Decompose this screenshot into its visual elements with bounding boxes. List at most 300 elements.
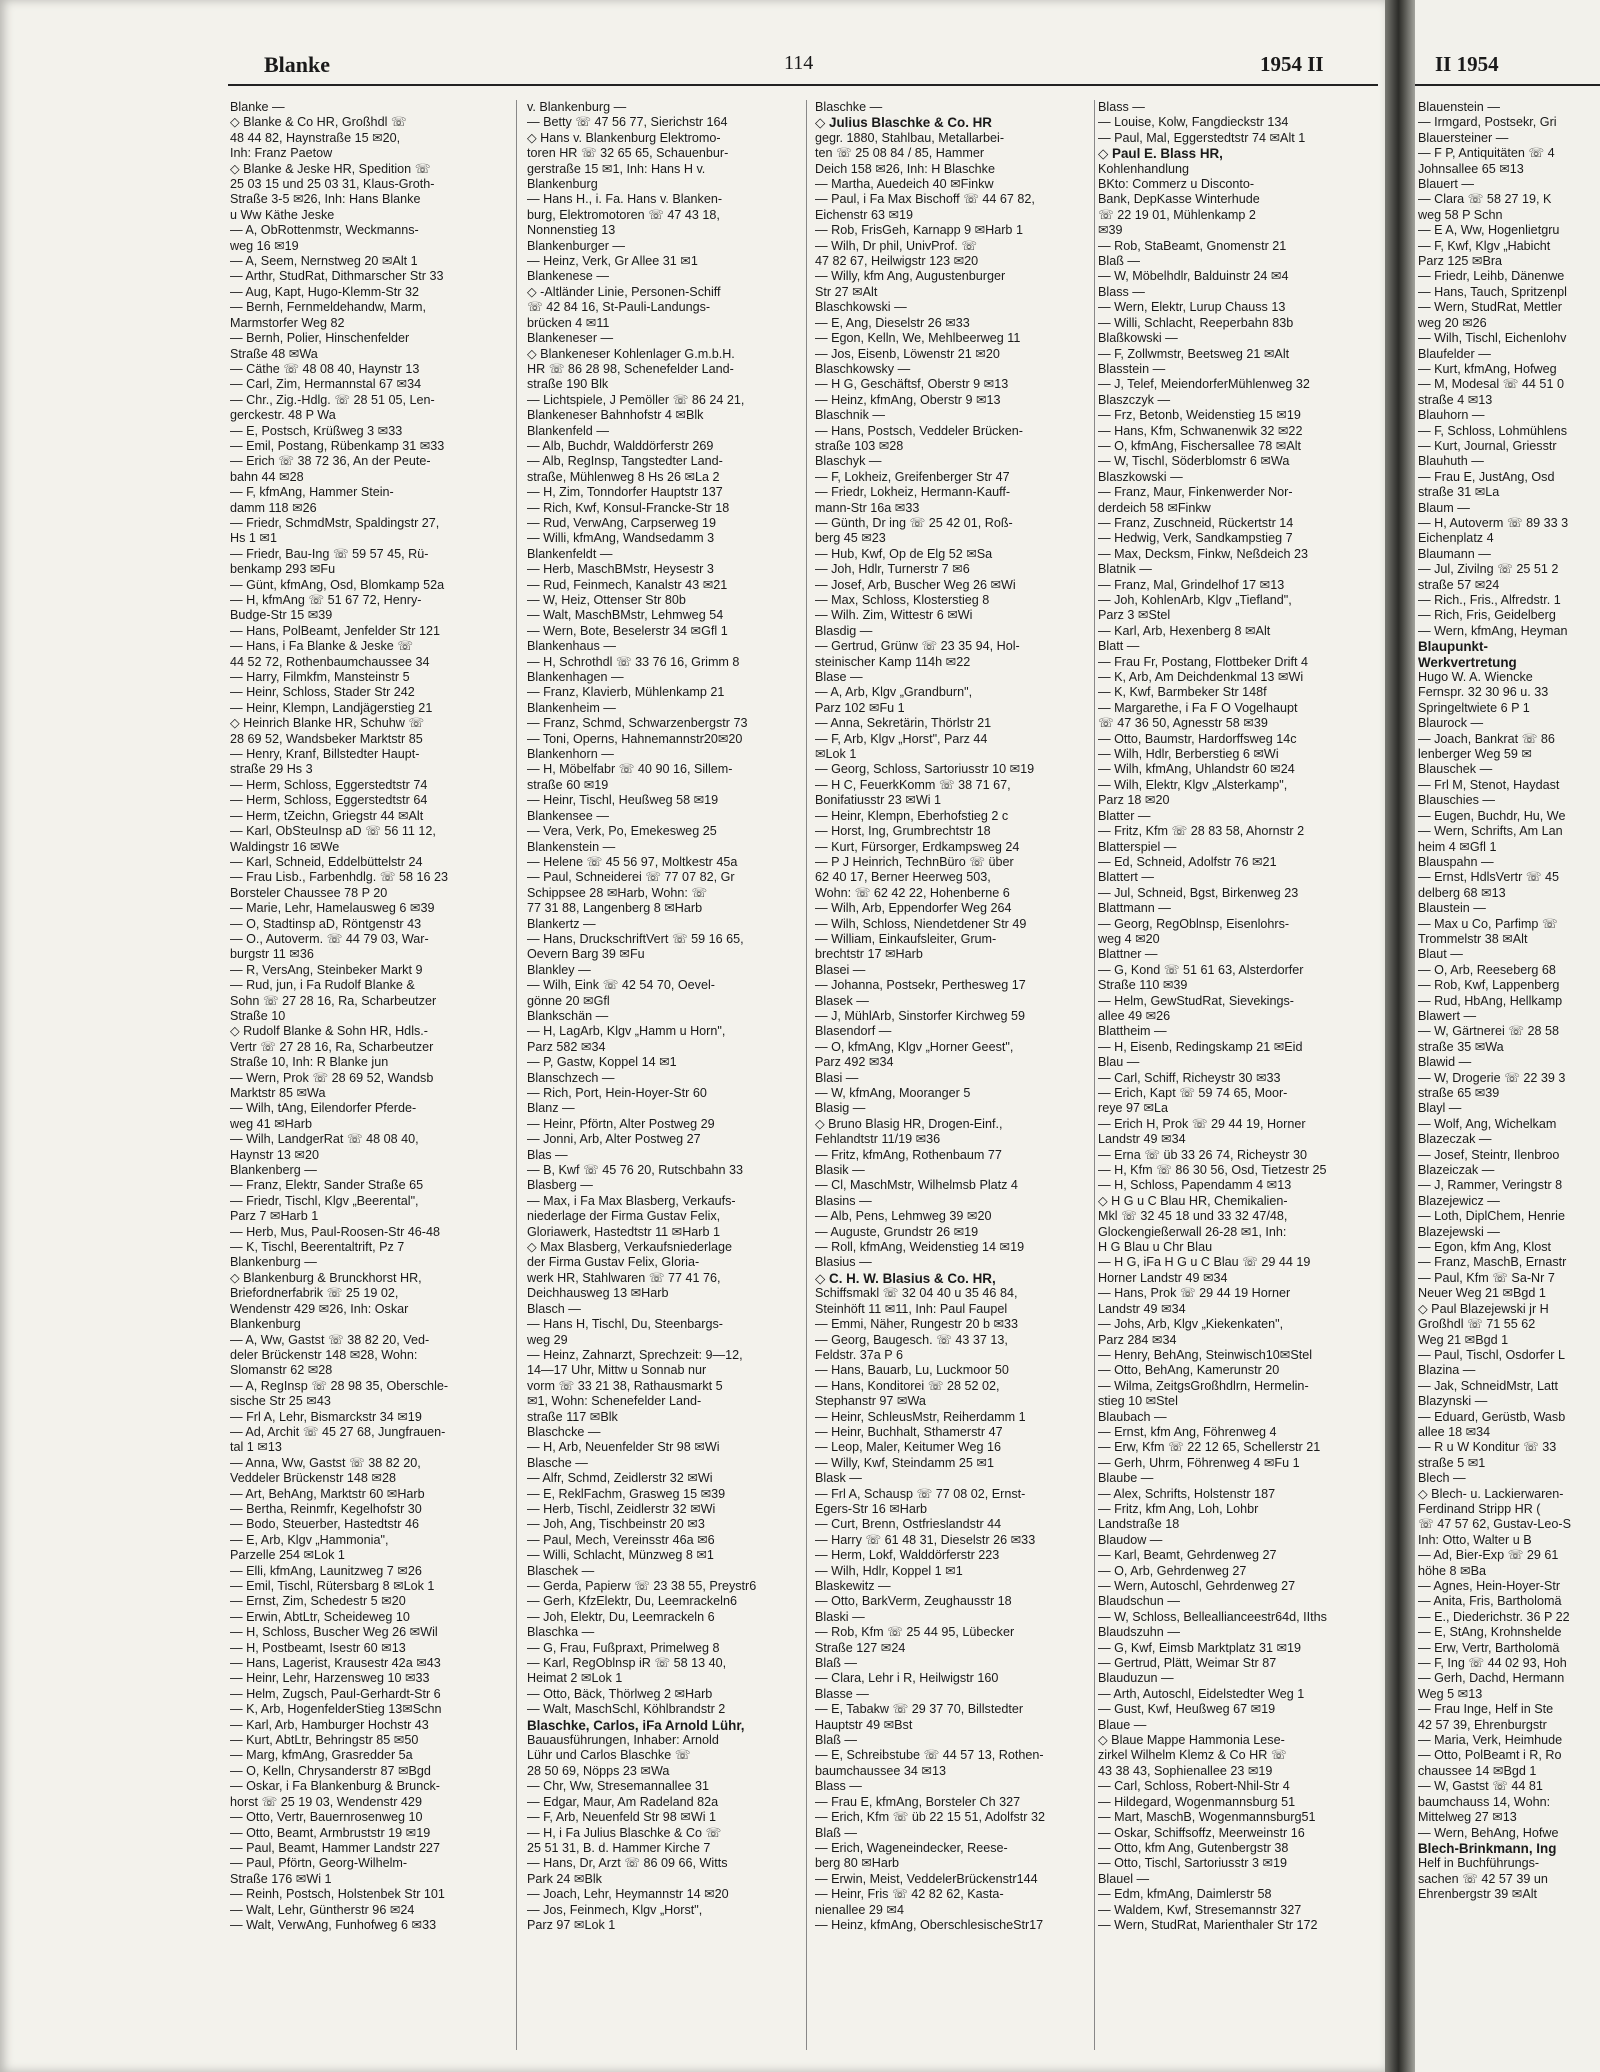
directory-entry-line: — Hans, Lagerist, Krausestr 42a ✉43 bbox=[230, 1656, 441, 1671]
directory-entry-line: ◇ Bruno Blasig HR, Drogen-Einf., bbox=[815, 1116, 1003, 1131]
directory-entry-line: — F, Kwf, Klgv „Habicht bbox=[1418, 238, 1551, 253]
directory-entry-line: — Eugen, Buchdr, Hu, We bbox=[1418, 808, 1566, 823]
directory-entry-line: — Jul, Zivilng ☏ 25 51 2 bbox=[1418, 562, 1559, 577]
directory-entry-line: Bonifatiusstr 23 ✉Wi 1 bbox=[815, 793, 942, 808]
directory-entry-line: — Herm, Schloss, Eggerstedtstr 74 bbox=[230, 777, 428, 792]
directory-entry-line: — Walt, MaschBMstr, Lehmweg 54 bbox=[527, 608, 724, 623]
directory-entry-line: — Heinr, Klempn, Eberhofstieg 2 c bbox=[815, 808, 1009, 823]
directory-entry-line: Fernspr. 32 30 96 u. 33 bbox=[1418, 685, 1549, 700]
directory-entry-line: — Edgar, Maur, Am Radeland 82a bbox=[527, 1794, 719, 1809]
directory-entry-line: delberg 68 ✉13 bbox=[1418, 885, 1506, 900]
directory-entry-line: — Clara, Lehr i R, Heilwigstr 160 bbox=[815, 1671, 999, 1686]
directory-entry-line: — Marie, Lehr, Hamelausweg 6 ✉39 bbox=[230, 901, 435, 916]
directory-entry-line: — F, kfmAng, Hammer Stein- bbox=[230, 485, 394, 500]
directory-entry-line: — A, Seem, Nernstweg 20 ✉Alt 1 bbox=[230, 254, 418, 269]
directory-entry-line: Blankeneser — bbox=[527, 331, 614, 346]
directory-entry-line: — Rich, Port, Hein-Hoyer-Str 60 bbox=[527, 1086, 707, 1100]
directory-entry-line: — Hans, Postsch, Veddeler Brücken- bbox=[815, 423, 1023, 438]
directory-entry-line: Blaschyk — bbox=[815, 454, 882, 469]
column-2 bbox=[527, 100, 803, 2060]
directory-entry-line: — Cäthe ☏ 48 08 40, Haynstr 13 bbox=[230, 361, 420, 376]
directory-entry-line: — Karl, Beamt, Gehrdenweg 27 bbox=[1098, 1548, 1277, 1563]
directory-entry-line: — Martha, Auedeich 40 ✉Finkw bbox=[815, 177, 994, 192]
directory-entry-line: — Max, i Fa Max Blasberg, Verkaufs- bbox=[527, 1193, 736, 1208]
directory-entry-line: — Rob, Kfm ☏ 25 44 95, Lübecker bbox=[815, 1625, 1015, 1640]
directory-entry-line: ◇ Julius Blaschke & Co. HR bbox=[815, 115, 992, 131]
directory-entry-line: — Franz, Klavierb, Mühlenkamp 21 bbox=[527, 685, 725, 700]
directory-entry-line: — Joh, Elektr, Du, Leemrackeln 6 bbox=[527, 1609, 715, 1624]
directory-entry-line: — Toni, Operns, Hahnemannstr20✉20 bbox=[527, 731, 743, 746]
directory-entry-line: — H, i Fa Julius Blaschke & Co ☏ bbox=[527, 1825, 722, 1840]
directory-entry-line: — Georg, Baugesch. ☏ 43 37 13, bbox=[815, 1332, 1008, 1347]
directory-entry-line: — Herb, MaschBMstr, Heysestr 3 bbox=[527, 562, 714, 577]
directory-entry-line: Blaut — bbox=[1418, 947, 1463, 962]
directory-entry-line: Lühr und Carlos Blaschke ☏ bbox=[527, 1748, 691, 1763]
directory-entry-line: ◇ Blankenburg & Brunckhorst HR, bbox=[230, 1270, 422, 1285]
directory-entry-line: ◇ Blanke & Co HR, Großhdl ☏ bbox=[230, 115, 407, 130]
directory-entry-line: Blankenburg bbox=[527, 177, 598, 192]
directory-entry-line: — Hans, Konditorei ☏ 28 52 02, bbox=[815, 1378, 1000, 1393]
directory-entry-line: u Ww Käthe Jeske bbox=[230, 207, 335, 222]
directory-entry-line: — Hildegard, Wogenmannsburg 51 bbox=[1098, 1794, 1296, 1809]
directory-entry-line: Blazina — bbox=[1418, 1363, 1476, 1378]
directory-entry-line: — Wern, Bote, Beselerstr 34 ✉Gfl 1 bbox=[527, 623, 728, 638]
directory-entry-line: niederlage der Firma Gustav Felix, bbox=[527, 1209, 721, 1224]
directory-entry-line: ◇ Hans v. Blankenburg Elektromo- bbox=[527, 130, 721, 145]
column-3 bbox=[815, 100, 1091, 2060]
directory-entry-line: — Alb, Pens, Lehmweg 39 ✉20 bbox=[815, 1209, 992, 1224]
directory-entry-line: — Wilh. Zim, Wittestr 6 ✉Wi bbox=[815, 608, 973, 623]
directory-entry-line: — Herb, Mus, Paul-Roosen-Str 46-48 bbox=[230, 1224, 440, 1239]
directory-entry-line: — Joh, Ang, Tischbeinstr 20 ✉3 bbox=[527, 1517, 705, 1532]
directory-entry-line: — Helene ☏ 45 56 97, Moltkestr 45a bbox=[527, 854, 738, 869]
directory-entry-line: Blankensee — bbox=[527, 808, 609, 823]
directory-entry-line: — Alb, Buchdr, Walddörferstr 269 bbox=[527, 438, 714, 453]
directory-entry-line: — Emil, Postang, Rübenkamp 31 ✉33 bbox=[230, 438, 445, 453]
directory-entry-line: — Clara ☏ 58 27 19, K bbox=[1418, 192, 1552, 207]
directory-entry-line: — Hans, Kfm, Schwanenwik 32 ✉22 bbox=[1098, 423, 1303, 438]
column-divider bbox=[516, 100, 517, 2050]
directory-entry-line: — Otto, Beamt, Armbruststr 19 ✉19 bbox=[230, 1825, 431, 1840]
directory-entry-line: Blass — bbox=[815, 1779, 862, 1794]
directory-entry-line: Blankenheim — bbox=[527, 700, 616, 715]
directory-entry-line: ◇ Blankeneser Kohlenlager G.m.b.H. bbox=[527, 346, 735, 361]
directory-entry-line: — W, Tischl, Söderblomstr 6 ✉Wa bbox=[1098, 454, 1290, 469]
directory-entry-line: baumchaussee 34 ✉13 bbox=[815, 1763, 946, 1778]
directory-entry-line: — Carl, Zim, Hermannstal 67 ✉34 bbox=[230, 377, 422, 392]
directory-entry-line: — E, StAng, Krohnshelde bbox=[1418, 1625, 1562, 1640]
directory-entry-line: — H C, FeuerkKomm ☏ 38 71 67, bbox=[815, 777, 1011, 792]
directory-entry-line: — Wilma, ZeitgsGroßhdlrn, Hermelin- bbox=[1098, 1378, 1309, 1393]
directory-entry-line: Blaudszuhn — bbox=[1098, 1625, 1180, 1640]
directory-entry-line: — Gertrud, Plätt, Weimar Str 87 bbox=[1098, 1656, 1277, 1671]
directory-entry-line: — Frau E, kfmAng, Borsteler Ch 327 bbox=[815, 1794, 1021, 1809]
directory-entry-line: — Wilh, kfmAng, Uhlandstr 60 ✉24 bbox=[1098, 762, 1295, 777]
directory-entry-line: ◇ Blech- u. Lackierwaren- bbox=[1418, 1486, 1564, 1501]
directory-entry-line: Blauduzun — bbox=[1098, 1671, 1174, 1686]
directory-entry-line: Parz 3 ✉Stel bbox=[1098, 608, 1171, 623]
directory-entry-line: — Rich, Kwf, Konsul-Francke-Str 18 bbox=[527, 500, 730, 515]
directory-entry-line: — Waldem, Kwf, Stresemannstr 327 bbox=[1098, 1902, 1302, 1917]
directory-entry-line: Blankeneser Bahnhofstr 4 ✉Blk bbox=[527, 408, 704, 423]
directory-entry-line: — H, Kfm ☏ 86 30 56, Osd, Tietzestr 25 bbox=[1098, 1163, 1327, 1178]
directory-entry-line: — O, kfmAng, Fischersallee 78 ✉Alt bbox=[1098, 438, 1302, 453]
directory-entry-line: — E, Schreibstube ☏ 44 57 13, Rothen- bbox=[815, 1748, 1044, 1763]
directory-entry-line: Blaskewitz — bbox=[815, 1579, 891, 1593]
directory-entry-line: ◇ Blanke & Jeske HR, Spedition ☏ bbox=[230, 161, 431, 176]
directory-entry-line: Bank, DepKasse Winterhude bbox=[1098, 192, 1260, 207]
directory-entry-line: — Friedr, Leihb, Dänenwe bbox=[1418, 269, 1565, 284]
directory-entry-line: — Erwin, Meist, VeddelerBrückenstr144 bbox=[815, 1871, 1038, 1886]
directory-entry-line: Blass — bbox=[1098, 284, 1145, 299]
directory-entry-line: straße 60 ✉19 bbox=[527, 777, 609, 792]
directory-entry-line: — H, Postbeamt, Isestr 60 ✉13 bbox=[230, 1640, 406, 1655]
directory-entry-line: Waldingstr 16 ✉We bbox=[230, 839, 340, 854]
directory-entry-line: — H, Zim, Tonndorfer Hauptstr 137 bbox=[527, 485, 723, 500]
directory-entry-line: — Herm, Lokf, Walddörferstr 223 bbox=[815, 1548, 1000, 1563]
directory-entry-line: Marktstr 85 ✉Wa bbox=[230, 1086, 326, 1100]
directory-entry-line: — H G, iFa H G u C Blau ☏ 29 44 19 bbox=[1098, 1255, 1311, 1270]
directory-entry-line: — Loth, DiplChem, Henrie bbox=[1418, 1209, 1565, 1224]
directory-entry-line: — E, Ang, Dieselstr 26 ✉33 bbox=[815, 315, 970, 330]
directory-entry-line: bahn 44 ✉28 bbox=[230, 469, 304, 484]
directory-entry-line: — Erw, Vertr, Bartholomä bbox=[1418, 1640, 1560, 1655]
directory-entry-line: Blankenhorn — bbox=[527, 747, 614, 762]
directory-entry-line: Blauert — bbox=[1418, 177, 1474, 192]
directory-entry-line: — Karl, Arb, Hexenberg 8 ✉Alt bbox=[1098, 623, 1271, 638]
directory-entry-line: — Hans, Prok ☏ 29 44 19 Horner bbox=[1098, 1286, 1291, 1301]
directory-entry-line: — F, Schloss, Lohmühlens bbox=[1418, 423, 1568, 438]
directory-entry-line: Wendenstr 429 ✉26, Inh: Oskar bbox=[230, 1301, 409, 1316]
directory-entry-line: Horner Landstr 49 ✉34 bbox=[1098, 1270, 1228, 1285]
directory-entry-line: straße, Mühlenweg 8 Hs 26 ✉La 2 bbox=[527, 469, 720, 484]
directory-entry-line: — Alb, RegInsp, Tangstedter Land- bbox=[527, 454, 723, 469]
directory-entry-line: — Cl, MaschMstr, Wilhelmsb Platz 4 bbox=[815, 1178, 1018, 1193]
directory-entry-line: — Gerh, Uhrm, Föhrenweg 4 ✉Fu 1 bbox=[1098, 1455, 1300, 1470]
directory-entry-line: — Franz, Zuschneid, Rückertstr 14 bbox=[1098, 515, 1294, 530]
directory-entry-line: Straße 48 ✉Wa bbox=[230, 346, 318, 361]
directory-entry-line: Hs 1 ✉1 bbox=[230, 531, 277, 546]
directory-entry-line: Blankley — bbox=[527, 962, 591, 977]
directory-entry-line: Blauhorn — bbox=[1418, 408, 1485, 423]
directory-entry-line: Blaschnik — bbox=[815, 408, 885, 423]
directory-entry-line: — Rob, FrisGeh, Karnapp 9 ✉Harb 1 bbox=[815, 223, 1023, 238]
directory-entry-line: — F, Ing ☏ 44 02 93, Hoh bbox=[1418, 1656, 1567, 1671]
directory-entry-line: — H, Schrothdl ☏ 33 76 16, Grimm 8 bbox=[527, 654, 740, 669]
directory-entry-line: — K, Tischl, Beerentaltrift, Pz 7 bbox=[230, 1240, 405, 1255]
directory-entry-line: Blanke — bbox=[230, 100, 285, 114]
directory-entry-line: — Wilh, Eink ☏ 42 54 70, Oevel- bbox=[527, 978, 715, 993]
directory-entry-line: — Joach, Bankrat ☏ 86 bbox=[1418, 731, 1555, 746]
directory-entry-line: weg 16 ✉19 bbox=[230, 238, 299, 253]
directory-entry-line: — Frl A, Lehr, Bismarckstr 34 ✉19 bbox=[230, 1409, 422, 1424]
directory-entry-line: 28 50 69, Nöpps 23 ✉Wa bbox=[527, 1763, 670, 1778]
directory-entry-line: Vertr ☏ 27 28 16, Ra, Scharbeutzer bbox=[230, 1039, 434, 1054]
directory-entry-line: — Rud, HbAng, Hellkamp bbox=[1418, 993, 1563, 1008]
directory-entry-line: Blankenberg — bbox=[230, 1163, 317, 1178]
directory-entry-line: Blaß — bbox=[1098, 254, 1140, 269]
directory-entry-line: Parz 18 ✉20 bbox=[1098, 793, 1170, 808]
directory-entry-line: — Paul, i Fa Max Bischoff ☏ 44 67 82, bbox=[815, 192, 1035, 207]
directory-entry-line: Blaschka — bbox=[527, 1625, 595, 1640]
directory-entry-line: — Henry, Kranf, Billstedter Haupt- bbox=[230, 747, 420, 762]
directory-entry-line: — Hans, DruckschriftVert ☏ 59 16 65, bbox=[527, 931, 744, 946]
directory-entry-line: — Alfr, Schmd, Zeidlerstr 32 ✉Wi bbox=[527, 1471, 713, 1486]
directory-entry-line: — H, LagArb, Klgv „Hamm u Horn", bbox=[527, 1024, 726, 1039]
directory-entry-line: — Otto, PolBeamt i R, Ro bbox=[1418, 1748, 1562, 1763]
directory-entry-line: — Eduard, Gerüstb, Wasb bbox=[1418, 1409, 1566, 1424]
directory-entry-line: Feldstr. 37a P 6 bbox=[815, 1347, 903, 1362]
directory-entry-line: Blaubach — bbox=[1098, 1409, 1167, 1424]
directory-entry-line: — Rud, Feinmech, Kanalstr 43 ✉21 bbox=[527, 577, 728, 592]
directory-entry-line: — K, Arb, Am Deichdenkmal 13 ✉Wi bbox=[1098, 670, 1304, 685]
directory-entry-line: Blasig — bbox=[815, 1101, 866, 1116]
directory-entry-line: — Anna, Sekretärin, Thörlstr 21 bbox=[815, 716, 992, 731]
directory-entry-line: Blaumann — bbox=[1418, 546, 1491, 561]
directory-entry-line: benkamp 293 ✉Fu bbox=[230, 562, 336, 577]
directory-entry-line: Ehrenbergstr 39 ✉Alt bbox=[1418, 1887, 1538, 1902]
directory-entry-line: — Chr, Ww, Stresemannallee 31 bbox=[527, 1779, 709, 1794]
directory-entry-line: — R u W Konditur ☏ 33 bbox=[1418, 1440, 1557, 1455]
directory-entry-line: Blaszczyk — bbox=[1098, 392, 1171, 407]
directory-entry-line: — Willi, Schlacht, Münzweg 8 ✉1 bbox=[527, 1548, 714, 1563]
directory-entry-line: Blasstein — bbox=[1098, 361, 1166, 376]
directory-entry-line: Ferdinand Stripp HR ( bbox=[1418, 1501, 1541, 1516]
directory-entry-line: Trommelstr 38 ✉Alt bbox=[1418, 931, 1528, 946]
directory-entry-line: sische Str 25 ✉43 bbox=[230, 1394, 331, 1409]
directory-entry-line: Blazejewski — bbox=[1418, 1224, 1500, 1239]
directory-entry-line: Nonnenstieg 13 bbox=[527, 223, 616, 238]
directory-entry-line: — Otto, Tischl, Sartoriusstr 3 ✉19 bbox=[1098, 1856, 1288, 1871]
directory-entry-line: Blaß — bbox=[815, 1733, 857, 1748]
directory-entry-line: — E A, Ww, Hogenlietgru bbox=[1418, 223, 1560, 238]
directory-entry-line: Blasdig — bbox=[815, 623, 873, 638]
directory-entry-line: — Lichtspiele, J Pemöller ☏ 86 24 21, bbox=[527, 392, 745, 407]
directory-entry-line: — Karl, ObSteuInsp aD ☏ 56 11 12, bbox=[230, 824, 436, 839]
directory-entry-line: — Wern, StudRat, Marienthaler Str 172 bbox=[1098, 1917, 1318, 1932]
directory-entry-line: Bauausführungen, Inhaber: Arnold bbox=[527, 1733, 719, 1748]
directory-entry-line: sachen ☏ 42 57 39 un bbox=[1418, 1871, 1548, 1886]
directory-entry-line: Parz 102 ✉Fu 1 bbox=[815, 700, 905, 715]
directory-entry-line: — Hans, Dr, Arzt ☏ 86 09 66, Witts bbox=[527, 1856, 728, 1871]
directory-entry-line: — Rud, VerwAng, Carpserweg 19 bbox=[527, 515, 716, 530]
directory-entry-line: — Curt, Brenn, Ostfrieslandstr 44 bbox=[815, 1517, 1002, 1532]
directory-entry-line: — H, Schloss, Papendamm 4 ✉13 bbox=[1098, 1178, 1292, 1193]
directory-entry-line: weg 29 bbox=[527, 1332, 568, 1347]
directory-entry-line: Blauspahn — bbox=[1418, 854, 1494, 869]
directory-entry-line: ◇ Heinrich Blanke HR, Schuhw ☏ bbox=[230, 716, 425, 731]
directory-entry-line: — G, Kwf, Eimsb Marktplatz 31 ✉19 bbox=[1098, 1640, 1302, 1655]
directory-entry-line: Blaustein — bbox=[1418, 901, 1486, 916]
directory-entry-line: Parz 492 ✉34 bbox=[815, 1055, 894, 1070]
directory-entry-line: ✉Lok 1 bbox=[815, 747, 857, 762]
directory-entry-line: — Ad, Archit ☏ 45 27 68, Jungfrauen- bbox=[230, 1424, 446, 1439]
directory-entry-line: — E, Tabakw ☏ 29 37 70, Billstedter bbox=[815, 1702, 1024, 1717]
directory-entry-line: — Paul, Mal, Eggerstedtstr 74 ✉Alt 1 bbox=[1098, 130, 1306, 145]
directory-entry-line: — Otto, kfm Ang, Gutenbergstr 38 bbox=[1098, 1840, 1289, 1855]
directory-entry-line: — F, Arb, Klgv „Horst", Parz 44 bbox=[815, 731, 988, 746]
directory-entry-line: Neuer Weg 21 ✉Bgd 1 bbox=[1418, 1286, 1546, 1301]
directory-entry-line: — Frau Lisb., Farbenhdlg. ☏ 58 16 23 bbox=[230, 870, 449, 885]
directory-entry-line: Blauenstein — bbox=[1418, 100, 1500, 114]
directory-entry-line: horst ☏ 25 19 03, Wendenstr 429 bbox=[230, 1794, 422, 1809]
directory-entry-line: allee 18 ✉34 bbox=[1418, 1424, 1491, 1439]
directory-entry-line: ◇ C. H. W. Blasius & Co. HR, bbox=[815, 1270, 996, 1286]
directory-entry-line: Wohn: ☏ 62 42 22, Hohenberne 6 bbox=[815, 885, 1010, 900]
directory-entry-line: — Ernst, kfm Ang, Föhrenweg 4 bbox=[1098, 1424, 1277, 1439]
directory-entry-line: allee 49 ✉26 bbox=[1098, 1008, 1171, 1023]
directory-entry-line: 43 38 43, Sophienallee 23 ✉19 bbox=[1098, 1763, 1273, 1778]
directory-entry-line: Blankenhagen — bbox=[527, 670, 624, 685]
directory-entry-line: Weg 21 ✉Bgd 1 bbox=[1418, 1332, 1509, 1347]
directory-entry-line: — Rud, jun, i Fa Rudolf Blanke & bbox=[230, 978, 415, 993]
directory-entry-line: — Heinr, Pförtn, Alter Postweg 29 bbox=[527, 1116, 715, 1131]
directory-entry-line: v. Blankenburg — bbox=[527, 100, 627, 114]
directory-entry-line: Blattert — bbox=[1098, 870, 1154, 885]
directory-entry-line: — Paul, Tischl, Osdorfer L bbox=[1418, 1347, 1565, 1362]
directory-entry-line: Helf in Buchführungs- bbox=[1418, 1856, 1540, 1871]
directory-entry-line: — Wolf, Ang, Wichelkam bbox=[1418, 1116, 1557, 1131]
directory-entry-line: — Frau Inge, Helf in Ste bbox=[1418, 1702, 1554, 1717]
directory-entry-line: Hugo W. A. Wiencke bbox=[1418, 670, 1533, 685]
directory-entry-line: — Heinz, kfmAng, OberschlesischeStr17 bbox=[815, 1917, 1044, 1932]
directory-entry-line: Blech — bbox=[1418, 1471, 1466, 1486]
directory-entry-line: straße 5 ✉1 bbox=[1418, 1455, 1486, 1470]
directory-entry-line: — Maria, Verk, Heimhude bbox=[1418, 1733, 1563, 1748]
directory-entry-line: — Paul, Beamt, Hammer Landstr 227 bbox=[230, 1840, 440, 1855]
directory-entry-line: — Wilh, Hdlr, Koppel 1 ✉1 bbox=[815, 1563, 963, 1578]
directory-entry-line: — Jak, SchneidMstr, Latt bbox=[1418, 1378, 1558, 1393]
directory-entry-line: — P J Heinrich, TechnBüro ☏ über bbox=[815, 854, 1014, 869]
directory-entry-line: — Henry, BehAng, Steinwisch10✉Stel bbox=[1098, 1347, 1313, 1362]
directory-entry-line: ◇ Rudolf Blanke & Sohn HR, Hdls.- bbox=[230, 1024, 428, 1039]
directory-entry-line: Inh: Franz Paetow bbox=[230, 146, 333, 161]
directory-entry-line: — Paul, Pförtn, Georg-Wilhelm- bbox=[230, 1856, 408, 1871]
directory-entry-line: Parz 284 ✉34 bbox=[1098, 1332, 1177, 1347]
directory-entry-line: toren HR ☏ 32 65 65, Schauenbur- bbox=[527, 146, 729, 161]
directory-entry-line: straße 190 Blk bbox=[527, 377, 609, 392]
directory-entry-line: — Rich, Fris, Geidelberg bbox=[1418, 608, 1556, 623]
directory-entry-line: Springeltwiete 6 P 1 bbox=[1418, 700, 1530, 715]
directory-entry-line: — Herm, tZeichn, Griegstr 44 ✉Alt bbox=[230, 808, 424, 823]
directory-entry-line: Blaszkowski — bbox=[1098, 469, 1183, 484]
directory-entry-line: — Bernh, Fernmeldehandw, Marm, bbox=[230, 300, 426, 315]
directory-entry-line: Fehlandtstr 11/19 ✉36 bbox=[815, 1132, 941, 1147]
directory-entry-line: — K, Arb, HogenfelderStieg 13✉Schn bbox=[230, 1702, 442, 1717]
directory-entry-line: Blazeiczak — bbox=[1418, 1163, 1495, 1178]
directory-entry-line: Steinhöft 11 ✉11, Inh: Paul Faupel bbox=[815, 1301, 1008, 1316]
directory-entry-line: — Max u Co, Parfimp ☏ bbox=[1418, 916, 1558, 931]
directory-entry-line: ◇ Blaue Mappe Hammonia Lese- bbox=[1098, 1733, 1285, 1748]
directory-entry-line: Blattheim — bbox=[1098, 1024, 1167, 1039]
directory-entry-line: — Marg, kfmAng, Grasredder 5a bbox=[230, 1748, 413, 1763]
directory-entry-line: Blankschän — bbox=[527, 1008, 609, 1023]
directory-entry-line: — J, MühlArb, Sinstorfer Kirchweg 59 bbox=[815, 1008, 1025, 1023]
directory-entry-line: Blasi — bbox=[815, 1070, 859, 1085]
directory-entry-line: H G Blau u Chr Blau bbox=[1098, 1240, 1213, 1255]
directory-entry-line: Eichenplatz 4 bbox=[1418, 531, 1494, 546]
directory-entry-line: gerckestr. 48 P Wa bbox=[230, 408, 336, 423]
directory-entry-line: — Johs, Arb, Klgv „Kiekenkaten", bbox=[1098, 1317, 1284, 1332]
directory-entry-line: Blazynski — bbox=[1418, 1394, 1488, 1409]
directory-entry-line: — F, Zollwmstr, Beetsweg 21 ✉Alt bbox=[1098, 346, 1290, 361]
directory-entry-line: — Herb, Tischl, Zeidlerstr 32 ✉Wi bbox=[527, 1501, 716, 1516]
directory-entry-line: Blatt — bbox=[1098, 639, 1140, 654]
directory-entry-line: Blankenburg bbox=[230, 1317, 301, 1332]
directory-entry-line: — A, Ww, Gastst ☏ 38 82 20, Ved- bbox=[230, 1332, 430, 1347]
directory-entry-line: — J, Rammer, Veringstr 8 bbox=[1418, 1178, 1563, 1193]
page-number: 114 bbox=[784, 52, 814, 74]
column-divider bbox=[1094, 100, 1095, 2050]
directory-entry-line: Blaschkowsky — bbox=[815, 361, 911, 376]
directory-entry-line: 25 03 15 und 25 03 31, Klaus-Groth- bbox=[230, 177, 435, 192]
header-rule bbox=[228, 84, 1378, 86]
directory-entry-line: — William, Einkaufsleiter, Grum- bbox=[815, 931, 997, 946]
directory-entry-line: Straße 10 bbox=[230, 1008, 286, 1023]
directory-entry-line: Blaufelder — bbox=[1418, 346, 1491, 361]
directory-entry-line: Blaue — bbox=[1098, 1717, 1147, 1732]
directory-entry-line: Blatnik — bbox=[1098, 562, 1152, 577]
directory-entry-line: — Reinh, Postsch, Holstenbek Str 101 bbox=[230, 1887, 445, 1902]
directory-entry-line: — Kurt, kfmAng, Hofweg bbox=[1418, 361, 1557, 376]
directory-entry-line: — Gertrud, Grünw ☏ 23 35 94, Hol- bbox=[815, 639, 1020, 654]
directory-entry-line: Blankenfeld — bbox=[527, 423, 609, 438]
directory-entry-line: brechtstr 17 ✉Harb bbox=[815, 947, 923, 962]
directory-entry-line: — Georg, Schloss, Sartoriusstr 10 ✉19 bbox=[815, 762, 1035, 777]
directory-entry-line: — Leop, Maler, Keitumer Weg 16 bbox=[815, 1440, 1001, 1455]
directory-entry-line: — H, Autoverm ☏ 89 33 3 bbox=[1418, 515, 1569, 530]
directory-entry-line: weg 4 ✉20 bbox=[1098, 931, 1160, 946]
directory-entry-line: — Josef, Steintr, Ilenbroo bbox=[1418, 1147, 1560, 1162]
directory-entry-line: — H G, Geschäftsf, Oberstr 9 ✉13 bbox=[815, 377, 1009, 392]
directory-entry-line: — Harry, Filmkfm, Mansteinstr 5 bbox=[230, 670, 410, 685]
directory-entry-line: — Karl, RegOblnsp iR ☏ 58 13 40, bbox=[527, 1656, 727, 1671]
directory-entry-line: ☏ 42 84 16, St-Pauli-Landungs- bbox=[527, 300, 711, 315]
directory-entry-line: reye 97 ✉La bbox=[1098, 1101, 1169, 1116]
directory-entry-line: Blaschke — bbox=[815, 100, 883, 114]
directory-entry-line: BKto: Commerz u Disconto- bbox=[1098, 177, 1255, 192]
directory-entry-line: ten ☏ 25 08 84 / 85, Hammer bbox=[815, 146, 985, 161]
column-5 bbox=[1415, 100, 1600, 2060]
directory-entry-line: ☏ 22 19 01, Mühlenkamp 2 bbox=[1098, 207, 1256, 222]
directory-entry-line: — E, Postsch, Krüßweg 3 ✉33 bbox=[230, 423, 403, 438]
directory-entry-line: — Wilh, Schloss, Niendetdener Str 49 bbox=[815, 916, 1027, 931]
directory-entry-line: — Hedwig, Verk, Sandkampstieg 7 bbox=[1098, 531, 1293, 546]
directory-entry-line: berg 80 ✉Harb bbox=[815, 1856, 900, 1871]
directory-entry-line: vorm ☏ 33 21 38, Rathausmarkt 5 bbox=[527, 1378, 723, 1393]
directory-entry-line: ✉1, Wohn: Schenefelder Land- bbox=[527, 1394, 702, 1409]
directory-entry-line: — Jos, Feinmech, Klgv „Horst", bbox=[527, 1902, 703, 1917]
directory-entry-line: — Mart, MaschB, Wogenmannsburg51 bbox=[1098, 1810, 1316, 1825]
directory-entry-line: mann-Str 16a ✉33 bbox=[815, 500, 920, 515]
directory-entry-line: — P, Gastw, Koppel 14 ✉1 bbox=[527, 1055, 677, 1070]
directory-entry-line: — H, Schloss, Buscher Weg 26 ✉Wil bbox=[230, 1625, 438, 1640]
directory-entry-line: — Egon, Kelln, We, Mehlbeerweg 11 bbox=[815, 331, 1021, 346]
directory-entry-line: — W, Schloss, Belleallianceestr64d, IIths bbox=[1098, 1609, 1327, 1624]
directory-entry-line: 62 40 17, Berner Heerweg 503, bbox=[815, 870, 991, 885]
directory-entry-line: — O., Autoverm. ☏ 44 79 03, War- bbox=[230, 931, 429, 946]
directory-entry-line: Veddeler Brückenstr 148 ✉28 bbox=[230, 1471, 396, 1486]
directory-entry-line: — Günt, kfmAng, Osd, Blomkamp 52a bbox=[230, 577, 445, 592]
directory-entry-line: — Paul, Mech, Vereinsstr 46a ✉6 bbox=[527, 1532, 715, 1547]
directory-entry-line: — Willi, Schlacht, Reeperbahn 83b bbox=[1098, 315, 1294, 330]
directory-entry-line: straße 117 ✉Blk bbox=[527, 1409, 618, 1424]
directory-entry-line: — Alex, Schrifts, Holstenstr 187 bbox=[1098, 1486, 1276, 1501]
directory-entry-line: 42 57 39, Ehrenburgstr bbox=[1418, 1717, 1547, 1732]
directory-entry-line: — Wilh, Arb, Eppendorfer Weg 264 bbox=[815, 901, 1012, 916]
directory-entry-line: Haynstr 13 ✉20 bbox=[230, 1147, 319, 1162]
directory-entry-line: — Ed, Schneid, Adolfstr 76 ✉21 bbox=[1098, 854, 1277, 869]
